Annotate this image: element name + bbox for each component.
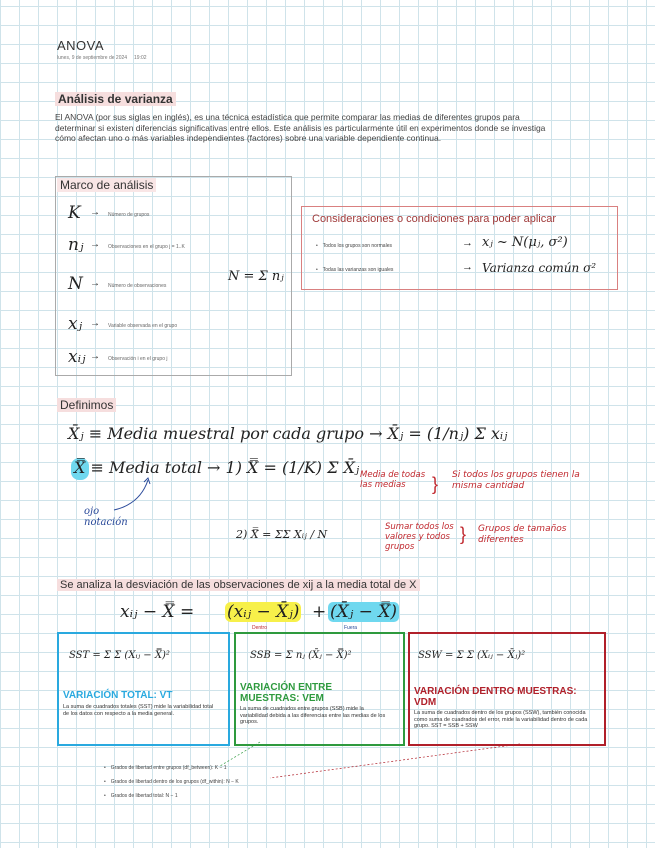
note-misma-cantidad: Si todos los grupos tienen la misma cantidad bbox=[452, 470, 580, 491]
arrow-icon: → bbox=[90, 239, 100, 250]
arrow-icon: → bbox=[462, 237, 473, 249]
brace-icon: } bbox=[460, 524, 467, 544]
ojo-arrow-icon bbox=[110, 474, 160, 514]
arrow-icon: → bbox=[90, 278, 100, 289]
desc-variacion-entre: La suma de cuadrados entre grupos (SSB) mide la variabilidad debida a las diferencias entre las medias de los grupos. bbox=[240, 706, 386, 725]
title-variacion-dentro: VARIACIÓN DENTRO MUESTRAS: VDM bbox=[414, 686, 577, 708]
page-date bbox=[57, 55, 147, 61]
marco-symbol-k: K bbox=[68, 203, 81, 223]
formula-ssb: SSB = Σ nⱼ (X̄ⱼ − X̿)² bbox=[250, 650, 352, 661]
note-sumar-valores: Sumar todos los valores y todos grupos bbox=[385, 522, 454, 552]
desviacion-term-dentro: (xᵢⱼ − X̄ⱼ) bbox=[227, 602, 300, 622]
arrow-icon: → bbox=[462, 261, 473, 273]
definimos-line-media-grupo: X̄ⱼ ≡ Media muestral por cada grupo → X̄ⱼ = (1/nⱼ) Σ xᵢⱼ bbox=[68, 424, 508, 443]
box-variacion-total bbox=[57, 632, 230, 746]
marco-desc-k: Número de grupos bbox=[108, 212, 150, 218]
desviacion-lhs: xᵢⱼ − X̿ = bbox=[120, 602, 195, 622]
marco-symbol-xj: xⱼ bbox=[68, 314, 83, 334]
desviacion-term-fuera: (X̄ⱼ − X̿) bbox=[330, 602, 398, 622]
formula-ssw: SSW = Σ Σ (Xᵢⱼ − X̄ⱼ)² bbox=[418, 650, 526, 661]
marco-desc-n: Número de observaciones bbox=[108, 283, 167, 289]
intro-paragraph: El ANOVA (por sus siglas en inglés), es una técnica estadística que permite comparar las medias de diferentes grupos para determinar si existen diferencias significativas entre ellos. Este análisis es particularmente útil en experimentos donde se investiga cómo afectan uno o más variables independientes (factores) sobre una variable dependiente continua. bbox=[55, 112, 546, 143]
marco-desc-xij: Observación i en el grupo j bbox=[108, 356, 168, 362]
marco-desc-xj: Variable observada en el grupo bbox=[108, 323, 178, 329]
note-media-de-medias: Media de todas las medias bbox=[360, 470, 426, 490]
definimos-line-media-total: X̿ ≡ Media total → 1) X̿ = (1/K) Σ X̄ⱼ bbox=[74, 458, 360, 477]
marco-box bbox=[55, 176, 292, 376]
note-ojo-notacion: ojo notación bbox=[84, 506, 128, 528]
formula-sst: SST = Σ Σ (Xᵢⱼ − X̿)² bbox=[69, 650, 170, 661]
marco-heading: Marco de análisis bbox=[57, 178, 156, 192]
marco-desc-nj: Observaciones en el grupo j = 1..K bbox=[108, 244, 185, 250]
page-title: ANOVA bbox=[57, 38, 105, 53]
definimos-line-suma-total: 2) X̿ = ΣΣ Xᵢⱼ / N bbox=[236, 528, 328, 541]
brace-icon: } bbox=[432, 474, 439, 494]
marco-symbol-xij: xᵢⱼ bbox=[68, 347, 86, 367]
arrow-icon: → bbox=[90, 318, 100, 329]
box-variacion-dentro bbox=[408, 632, 606, 746]
desc-variacion-dentro: La suma de cuadrados dentro de los grupos (SSW), también conocida como suma de cuadrados del error, mide la variabilidad dentro de cada grupo. SST = SSB + SSW bbox=[414, 710, 588, 729]
date-text: lunes, 9 de septiembre de 2024 bbox=[57, 55, 128, 61]
consideracion-result-normal: xⱼ ~ N(μⱼ, σ²) bbox=[482, 235, 568, 250]
definimos-heading: Definimos bbox=[57, 398, 116, 412]
consideracion-item-varianza: • Todas las varianzas son iguales bbox=[316, 267, 393, 273]
grados-total: • Grados de libertad total: N − 1 bbox=[104, 793, 178, 799]
label-fuera: Fuera bbox=[344, 625, 358, 631]
marco-formula-n: N = Σ nⱼ bbox=[228, 269, 284, 284]
arrow-icon: → bbox=[90, 207, 100, 218]
desc-variacion-total: La suma de cuadrados totales (SST) mide la variabilidad total de los datos con respecto a la media general. bbox=[63, 704, 214, 717]
label-dentro: Dentro bbox=[252, 625, 268, 631]
desviacion-plus: + bbox=[312, 602, 327, 622]
box-variacion-entre bbox=[234, 632, 405, 746]
marco-symbol-nj: nⱼ bbox=[68, 235, 84, 255]
grados-dentro: • Grados de libertad dentro de los grupos (df_within): N − K bbox=[104, 779, 239, 785]
consideraciones-box bbox=[301, 206, 618, 290]
consideracion-result-varianza: Varianza común σ² bbox=[482, 261, 597, 275]
note-tamanos-diferentes: Grupos de tamaños diferentes bbox=[478, 524, 567, 545]
marco-symbol-n: N bbox=[68, 274, 83, 294]
title-variacion-entre: VARIACIÓN ENTRE MUESTRAS: VEM bbox=[240, 682, 333, 704]
grados-entre: • Grados de libertad entre grupos (df_between): K − 1 bbox=[104, 765, 227, 771]
section-heading-analisis: Análisis de varianza bbox=[55, 92, 176, 106]
consideraciones-heading: Consideraciones o condiciones para poder aplicar bbox=[312, 213, 556, 225]
connector-lines bbox=[190, 740, 550, 790]
time-text: 19:02 bbox=[134, 55, 147, 61]
consideracion-item-normal: • Todos los grupos son normales bbox=[316, 243, 392, 249]
arrow-icon: → bbox=[90, 351, 100, 362]
title-variacion-total: VARIACIÓN TOTAL: VT bbox=[63, 690, 173, 701]
desviacion-heading: Se analiza la desviación de las observaciones de xij a la media total de X bbox=[57, 579, 420, 591]
